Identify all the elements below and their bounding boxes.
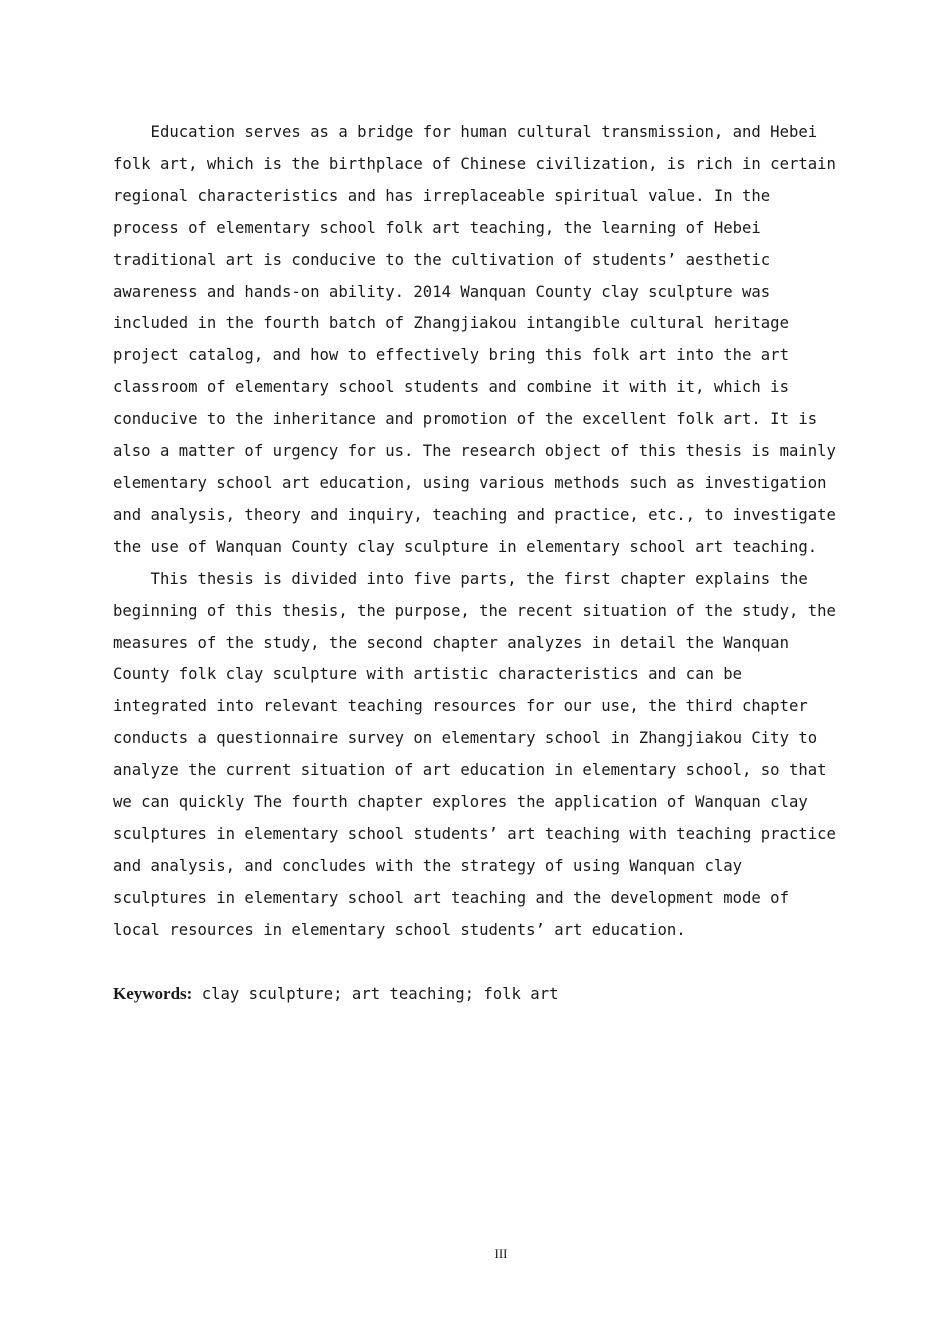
text-line: This thesis is divided into five parts, the first chapter explains the: [113, 569, 808, 588]
keywords-value: clay sculpture; art teaching; folk art: [192, 985, 559, 1003]
text-line: and analysis, theory and inquiry, teaching and practice, etc., to investigate: [113, 505, 836, 524]
text-line: integrated into relevant teaching resources for our use, the third chapter: [113, 697, 808, 716]
text-line: also a matter of urgency for us. The research object of this thesis is mainly: [113, 442, 836, 461]
text-line: conducive to the inheritance and promotion of the excellent folk art. It is: [113, 410, 818, 429]
page-number: III: [494, 1246, 508, 1261]
text-line: awareness and hands-on ability. 2014 Wanquan County clay sculpture was: [113, 282, 771, 301]
text-line: folk art, which is the birthplace of Chinese civilization, is rich in certain: [113, 154, 836, 173]
text-line: measures of the study, the second chapter analyzes in detail the Wanquan: [113, 633, 789, 652]
text-line: beginning of this thesis, the purpose, the recent situation of the study, the: [113, 601, 836, 620]
keywords-label: Keywords:: [113, 984, 193, 1003]
text-line: sculptures in elementary school art teaching and the development mode of: [113, 888, 789, 907]
text-line: process of elementary school folk art teaching, the learning of Hebei: [113, 218, 761, 237]
text-line: local resources in elementary school students’ art education.: [113, 920, 686, 939]
text-line: Education serves as a bridge for human cultural transmission, and Hebei: [113, 123, 818, 141]
text-line: analyze the current situation of art education in elementary school, so that: [113, 761, 827, 780]
text-line: we can quickly The fourth chapter explores the application of Wanquan clay: [113, 793, 808, 812]
abstract-body: [113, 117, 857, 947]
text-line: sculptures in elementary school students’ art teaching with teaching practice: [113, 824, 836, 843]
abstract-paragraph-1: [113, 117, 857, 564]
text-line: the use of Wanquan County clay sculpture in elementary school art teaching.: [113, 537, 818, 556]
text-line: conducts a questionnaire survey on elementary school in Zhangjiakou City to: [113, 729, 818, 748]
keywords-line: [113, 979, 558, 1009]
text-line: County folk clay sculpture with artistic characteristics and can be: [113, 665, 743, 684]
text-line: and analysis, and concludes with the strategy of using Wanquan clay: [113, 856, 743, 875]
text-line: project catalog, and how to effectively bring this folk art into the art: [113, 346, 789, 365]
text-line: included in the fourth batch of Zhangjiakou intangible cultural heritage: [113, 314, 789, 333]
text-line: classroom of elementary school students and combine it with it, which is: [113, 378, 789, 397]
text-line: traditional art is conducive to the cultivation of students’ aesthetic: [113, 250, 771, 269]
text-line: regional characteristics and has irreplaceable spiritual value. In the: [113, 186, 771, 205]
abstract-paragraph-2: [113, 564, 857, 947]
text-line: elementary school art education, using various methods such as investigation: [113, 473, 827, 492]
